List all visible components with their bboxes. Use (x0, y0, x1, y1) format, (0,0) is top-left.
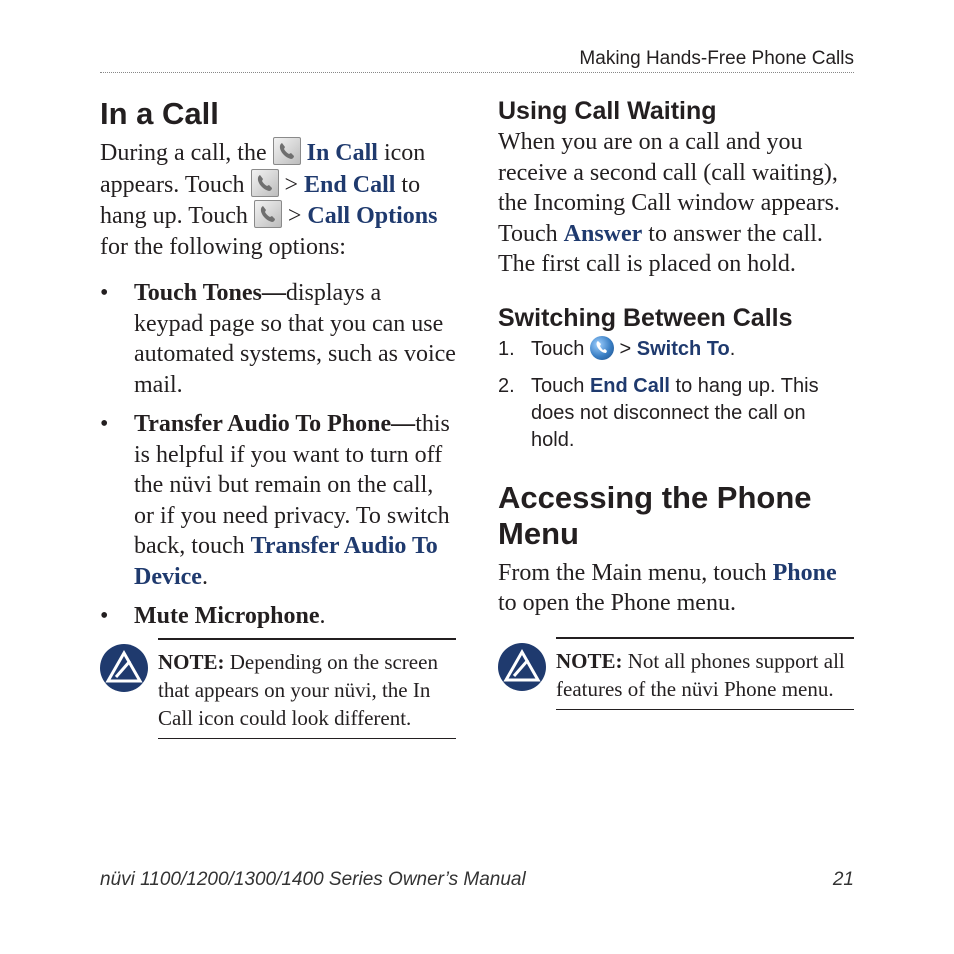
list-item: 2. Touch End Call to hang up. This does not disconnect the call on hold. (498, 374, 819, 451)
in-call-phone-icon (251, 169, 279, 197)
running-header: Making Hands-Free Phone Calls (579, 48, 854, 69)
list-item: • Transfer Audio To Phone—this is helpful if you want to turn off the nüvi but remain on the call, or if you need privacy. To switch back, touch Transfer Audio To Device. (100, 411, 450, 590)
footer-page-number: 21 (832, 869, 854, 890)
heading-switching-between-calls: Switching Between Calls (498, 303, 793, 332)
in-call-phone-icon (254, 200, 282, 228)
switching-steps (498, 336, 854, 454)
in-call-intro: During a call, the In Call icon appears. Touch > End Call to hang up. Touch > Call Options for the following options: (100, 137, 456, 262)
note-text: NOTE: Not all phones support all features of the nüvi Phone menu. (556, 649, 845, 701)
note-icon (498, 643, 546, 691)
left-column (100, 92, 456, 641)
note-box (158, 638, 456, 739)
header-rule (100, 72, 854, 73)
note-icon (100, 644, 148, 692)
footer-manual-title: nüvi 1100/1200/1300/1400 Series Owner’s Manual (100, 869, 526, 890)
call-waiting-text: When you are on a call and you receive a second call (call waiting), the Incoming Call window appears. Touch Answer to answer the call. The first call is placed on hold. (498, 129, 840, 277)
right-column (498, 92, 854, 619)
in-call-phone-icon (273, 137, 301, 165)
switch-call-icon (590, 336, 614, 360)
section-title-accessing-phone-menu: Accessing the Phone Menu (498, 479, 812, 551)
note-box (556, 637, 854, 710)
list-item: • Mute Microphone. (100, 603, 326, 629)
call-options-list (100, 278, 456, 632)
heading-using-call-waiting: Using Call Waiting (498, 97, 717, 125)
list-item: 1. Touch > Switch To. (498, 337, 736, 360)
section-title-in-a-call: In a Call (100, 96, 219, 131)
phone-menu-text: From the Main menu, touch Phone to open the Phone menu. (498, 559, 837, 616)
note-text: NOTE: Depending on the screen that appears on your nüvi, the In Call icon could look different. (158, 650, 438, 730)
list-item: • Touch Tones—displays a keypad page so that you can use automated systems, such as voice mail. (100, 280, 456, 398)
